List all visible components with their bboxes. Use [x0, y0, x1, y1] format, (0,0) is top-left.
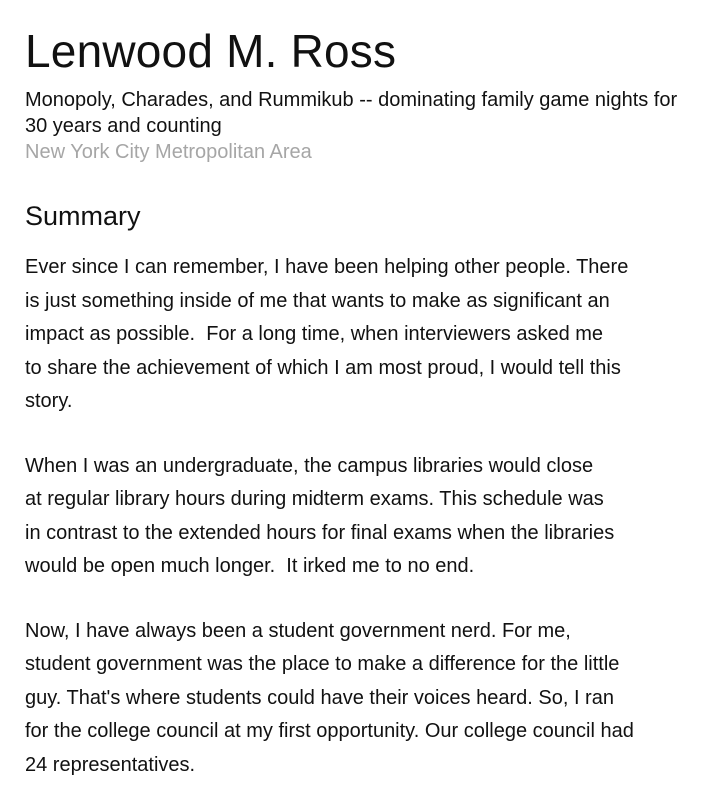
summary-paragraph-3: Now, I have always been a student government nerd. For me, student government was the place to make a difference for the little guy. That's where students could have their voices heard. So, I ran for the college council at my first opportunity. Our college council had 24 representatives. — [25, 619, 634, 776]
summary-paragraph-2: When I was an undergraduate, the campus libraries would close at regular library hours during midterm exams. This schedule was in contrast to the extended hours for final exams when the libraries would be open much longer. It irked me to no end. — [25, 454, 615, 577]
profile-name: Lenwood M. Ross — [25, 25, 397, 77]
summary-heading: Summary — [25, 201, 141, 231]
profile-location: New York City Metropolitan Area — [25, 141, 312, 163]
summary-paragraph-1: Ever since I can remember, I have been helping other people. There is just something inside of me that wants to make as significant an impact as possible. For a long time, when interviewers asked me to share the achievement of which I am most proud, I would tell this story. — [25, 256, 629, 412]
profile-headline: Monopoly, Charades, and Rummikub -- dominating family game nights for 30 years and counting — [25, 89, 678, 137]
summary-section — [25, 251, 698, 782]
